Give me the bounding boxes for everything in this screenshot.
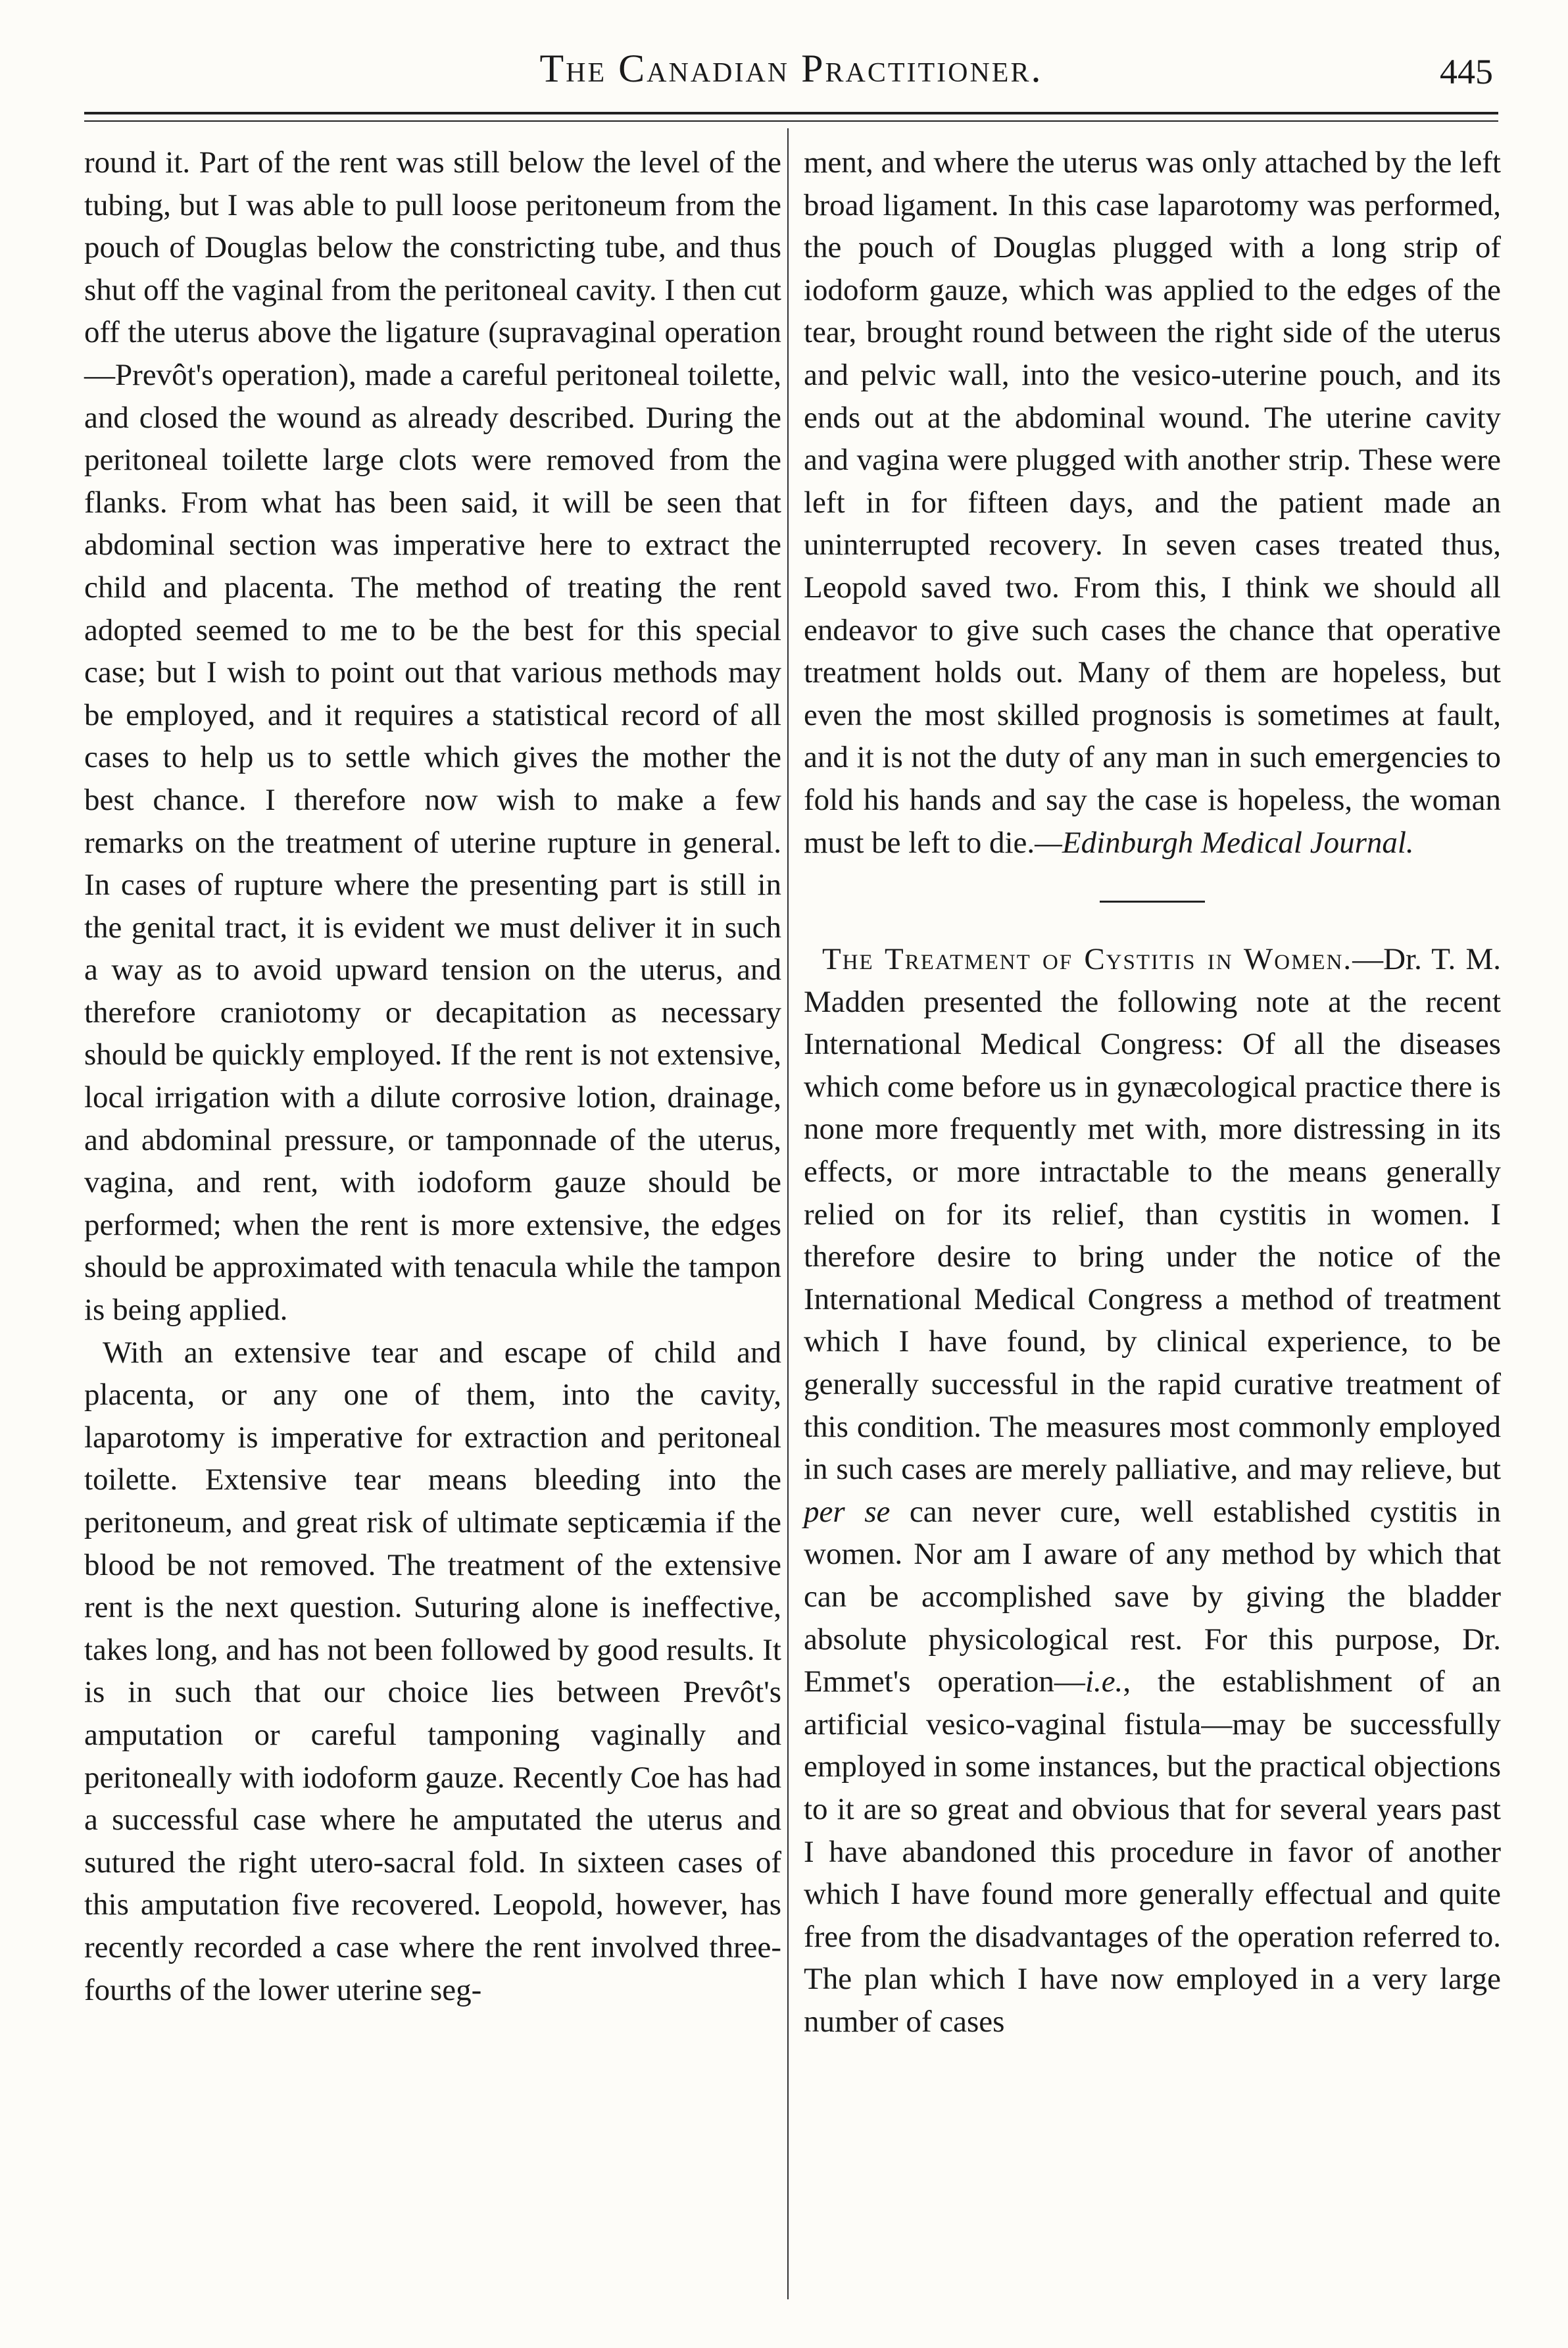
header-rule-thin <box>84 120 1498 122</box>
article-heading: The Treatment of Cystitis in Women. <box>822 942 1353 977</box>
left-column <box>84 141 781 2011</box>
left-paragraph-2: With an extensive tear and escape of child and placenta, or any one of them, into the cavity, laparotomy is imperative for extraction and peritoneal toilette. Extensive tear means bleeding into the peritoneum, and great risk of ultimate septicæmia if the blood be not removed. The treatment of the extensive rent is the next question. Suturing alone is ineffective, takes long, and has not been followed by good results. It is in such that our choice lies between Prevôt's amputation or careful tamponing vaginally and peritoneally with iodoform gauze. Recently Coe has had a successful case where he amputated the uterus and sutured the right utero-sacral fold. In sixteen cases of this amputation five recovered. Leopold, however, has recently recorded a case where the rent involved three-fourths of the lower uterine seg- <box>84 1335 781 2007</box>
article-2-text-3: , the establishment of an artificial vesico-vaginal fistula—may be successfully employed in some instances, but the practical objections to it are so great and obvious that for several years past I have abandoned this procedure in favor of another which I have found more generally effectual and quite free from the disadvantages of the operation referred to. The plan which I have now employed in a very large number of cases <box>804 1664 1501 2039</box>
article-2-italic-1: per se <box>804 1494 891 1529</box>
article-2-italic-2: i.e. <box>1085 1664 1123 1699</box>
source-citation: —Edinburgh Medical Journal. <box>1035 825 1414 860</box>
column-divider <box>787 128 789 2299</box>
right-column <box>804 141 1501 2043</box>
article-2-paragraph <box>804 938 1501 2043</box>
right-paragraph-1 <box>804 141 1501 864</box>
running-title: The Canadian Practitioner. <box>539 47 1043 90</box>
left-paragraph-1: round it. Part of the rent was still below the level of the tubing, but I was able to pull loose peritoneum from the pouch of Douglas below the constricting tube, and thus shut off the vaginal from the peritoneal cavity. I then cut off the uterus above the ligature (supravaginal operation—Prevôt's operation), made a careful peritoneal toilette, and closed the wound as already described. During the peritoneal toilette large clots were removed from the flanks. From what has been said, it will be seen that abdominal section was imperative here to extract the child and placenta. The method of treating the rent adopted seemed to me to be the best for this special case; but I wish to point out that various methods may be employed, and it requires a statistical record of all cases to help us to settle which gives the mother the best chance. I therefore now wish to make a few remarks on the treatment of uterine rupture in general. In cases of rupture where the presenting part is still in the genital tract, it is evident we must deliver it in such a way as to avoid upward tension on the uterus, and therefore craniotomy or decapitation as necessary should be quickly employed. If the rent is not extensive, local irrigation with a dilute corrosive lotion, drainage, and abdominal pressure, or tamponnade of the uterus, vagina, and rent, with iodoform gauze should be performed; when the rent is more extensive, the edges should be approximated with tenacula while the tampon is being applied. <box>84 145 781 1328</box>
article-2-text-2: can never cure, well established cystitis in women. Nor am I aware of any method by which that can be accomplished save by giving the bladder absolute physicological rest. For this purpose, Dr. Emmet's operation— <box>804 1494 1501 1699</box>
article-2-text-1: —Dr. T. M. Madden presented the following note at the recent International Medical Congress: Of all the diseases which come before us in gynæcological practice there is none more frequently met with, more distressing in its effects, or more intractable to the means generally relied on for its relief, than cystitis in women. I therefore desire to bring under the notice of the International Medical Congress a method of treatment which I have found, by clinical experience, to be generally successful in the rapid curative treatment of this condition. The measures most commonly employed in such cases are merely palliative, and may relieve, but <box>804 942 1501 1487</box>
running-head <box>84 39 1498 112</box>
header-rule <box>84 112 1498 114</box>
article-separator <box>1100 901 1205 903</box>
page-number: 445 <box>1440 52 1493 91</box>
right-paragraph-1-text: ment, and where the uterus was only attached by the left broad ligament. In this case laparotomy was performed, the pouch of Douglas plugged with a long strip of iodoform gauze, which was applied to the edges of the tear, brought round between the right side of the uterus and pelvic wall, into the vesico-uterine pouch, and its ends out at the abdominal wound. The uterine cavity and vagina were plugged with another strip. These were left in for fifteen days, and the patient made an uninterrupted recovery. In seven cases treated thus, Leopold saved two. From this, I think we should all endeavor to give such cases the chance that operative treatment holds out. Many of them are hopeless, but even the most skilled prognosis is sometimes at fault, and it is not the duty of any man in such emergencies to fold his hands and say the case is hopeless, the woman must be left to die. <box>804 145 1501 860</box>
